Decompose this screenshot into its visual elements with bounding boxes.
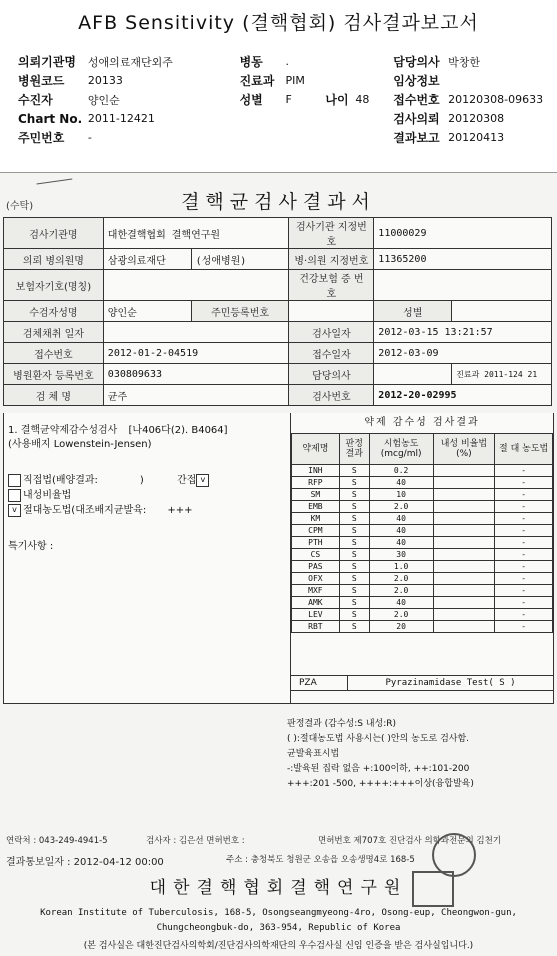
judgement-line: -:발육된 집락 없음 +:100이하, ++:101-200 <box>287 764 470 774</box>
drug-conc-cell: 40 <box>369 537 433 549</box>
table-row <box>292 489 553 501</box>
absolute-checkbox: v <box>8 504 21 517</box>
drug-result-cell: S <box>339 477 369 489</box>
institute-name: 대한결핵협회결핵연구원 <box>149 878 408 898</box>
ratio-checkbox <box>8 489 21 502</box>
drug-ratio-cell <box>433 525 495 537</box>
method-code: [나406다(2). B4064] <box>128 425 228 436</box>
drug-drug-cell: LEV <box>292 609 340 621</box>
drug-drug-cell: MXF <box>292 585 340 597</box>
method-title: 1. 결핵균약제감수성검사 <box>8 425 118 436</box>
table-row <box>292 597 553 609</box>
request-hospital-sub: (성애병원) <box>191 249 289 270</box>
dept-cell <box>452 364 552 385</box>
specimen-value: 균주 <box>103 385 289 406</box>
table-row <box>4 322 552 343</box>
hospital-reg-value: 030809633 <box>103 364 289 385</box>
info-label: 검사의뢰 <box>393 112 440 126</box>
drug-drug-cell: CPM <box>292 525 340 537</box>
drug-result-cell: S <box>339 609 369 621</box>
susceptibility-title: 약제 감수성 검사결과 <box>291 413 553 434</box>
drug-result-cell: S <box>339 561 369 573</box>
receipt-date-label: 접수일자 <box>289 343 374 364</box>
dept-label: 진료과 <box>456 369 480 379</box>
drug-result-cell: S <box>339 513 369 525</box>
info-label: 병동 <box>239 55 263 69</box>
drug-conc-cell: 2.0 <box>369 573 433 585</box>
consignment-badge: (수탁) <box>6 201 34 212</box>
info-label: 수진자 <box>18 93 53 107</box>
table-row <box>292 585 553 597</box>
address-en-line2: Chungcheongbuk-do, 363-954, Republic of Korea <box>156 923 401 933</box>
patient-name-label: 수검자성명 <box>4 301 104 322</box>
table-row <box>292 513 553 525</box>
drug-result-cell: S <box>339 597 369 609</box>
drug-result-cell: S <box>339 501 369 513</box>
table-row <box>4 249 552 270</box>
method-line <box>8 421 228 436</box>
result-section <box>3 413 554 704</box>
drug-absolute-cell: - <box>495 537 553 549</box>
drug-result-cell: S <box>339 489 369 501</box>
drug-absolute-cell: - <box>495 465 553 477</box>
info-label: 주민번호 <box>18 131 65 145</box>
drug-absolute-cell: - <box>495 549 553 561</box>
exam-no-label: 검사번호 <box>289 385 374 406</box>
examiner-text: 검사자 : 김은선 면허번호 : <box>146 836 245 846</box>
receipt-no-value: 2012-01-2-04519 <box>103 343 289 364</box>
drug-ratio-cell <box>433 573 495 585</box>
license-text: 면허번호 제707호 진단검사 의학과전문의 김천기 <box>318 836 502 846</box>
info-value: F <box>285 93 292 106</box>
table-row <box>4 385 552 406</box>
notice-date-text: 결과통보일자 : 2012-04-12 00:00 <box>6 857 164 868</box>
insurer-value <box>103 270 289 301</box>
pza-row <box>291 675 553 691</box>
exam-institution-value: 대한결핵협회 결핵연구원 <box>103 218 289 249</box>
drug-ratio-cell <box>433 477 495 489</box>
info-label: 결과보고 <box>393 131 440 145</box>
table-row <box>4 343 552 364</box>
susceptibility-table <box>291 433 553 633</box>
info-row <box>18 52 548 71</box>
info-row <box>18 71 548 90</box>
col-header: 절 대 농도법 <box>495 434 553 465</box>
rrn-label: 주민등록번호 <box>191 301 289 322</box>
table-row <box>4 301 552 322</box>
drug-drug-cell: PAS <box>292 561 340 573</box>
certification-text: (본 검사실은 대한진단검사의학회/진단검사의학재단의 우수검사실 신임 인증을 받은 검사실입니다.) <box>83 941 474 951</box>
drug-absolute-cell: - <box>495 621 553 633</box>
drug-drug-cell: INH <box>292 465 340 477</box>
report-title: 결핵균검사결과서 <box>181 191 376 213</box>
drug-ratio-cell <box>433 489 495 501</box>
info-label: 성별 <box>239 93 263 107</box>
drug-absolute-cell: - <box>495 477 553 489</box>
drug-drug-cell: CS <box>292 549 340 561</box>
drug-absolute-cell: - <box>495 489 553 501</box>
info-value: PIM <box>285 74 305 87</box>
judgement-line: 균발육표시법 <box>287 749 340 759</box>
pza-label: PZA <box>291 676 348 690</box>
info-value: - <box>87 131 92 144</box>
table-row <box>292 561 553 573</box>
table-row <box>292 525 553 537</box>
dept-value: 2011-124 21 <box>484 369 538 379</box>
drug-ratio-cell <box>433 513 495 525</box>
drug-absolute-cell: - <box>495 525 553 537</box>
drug-ratio-cell <box>433 609 495 621</box>
patient-name-value: 양인순 <box>103 301 191 322</box>
drug-ratio-cell <box>433 621 495 633</box>
table-row <box>292 621 553 633</box>
drug-drug-cell: AMK <box>292 597 340 609</box>
info-label: Chart No. <box>18 111 83 126</box>
info-label: 나이 <box>325 93 349 107</box>
info-value: 20120308-09633 <box>448 93 544 106</box>
direct-label: 직접법(배양결과: <box>23 475 98 486</box>
indirect-checkbox: v <box>196 474 209 487</box>
info-label: 진료과 <box>239 74 275 88</box>
table-row <box>292 573 553 585</box>
info-value: 20120413 <box>448 131 505 144</box>
drug-result-cell: S <box>339 549 369 561</box>
drug-result-cell: S <box>339 465 369 477</box>
address-ko-text: 주소 : 충청북도 청원군 오송읍 오송생명4로 168-5 <box>226 855 415 865</box>
contact-text: 연락처 : 043-249-4941-5 <box>6 836 108 846</box>
report-info-table <box>3 217 552 406</box>
info-value: 2011-12421 <box>87 112 155 125</box>
table-row <box>292 465 553 477</box>
drug-conc-cell: 40 <box>369 597 433 609</box>
drug-conc-cell: 10 <box>369 489 433 501</box>
clinic-designation-label: 병·의원 지정번호 <box>289 249 374 270</box>
table-row <box>292 549 553 561</box>
health-insurance-label: 건강보험 증 번 호 <box>289 270 374 301</box>
request-hospital-label: 의뢰 병의원명 <box>4 249 104 270</box>
table-header-row <box>292 434 553 465</box>
info-label: 병원코드 <box>18 74 65 88</box>
doctor-value <box>374 364 452 385</box>
judgement-line: +++:201 -500, ++++:+++이상(융합발육) <box>287 779 474 789</box>
drug-ratio-cell <box>433 465 495 477</box>
exam-designation-value: 11000029 <box>374 218 552 249</box>
receipt-date-value: 2012-03-09 <box>374 343 552 364</box>
absolute-label: 절대농도법(대조배지균발육: <box>23 505 147 516</box>
absolute-value: +++ <box>167 505 193 516</box>
drug-absolute-cell: - <box>495 609 553 621</box>
patient-info-panel <box>18 52 548 147</box>
exam-date-value: 2012-03-15 13:21:57 <box>374 322 552 343</box>
info-value: 48 <box>355 93 370 106</box>
drug-ratio-cell <box>433 597 495 609</box>
info-label: 담당의사 <box>393 55 440 69</box>
drug-absolute-cell: - <box>495 513 553 525</box>
susceptibility-pane <box>291 413 553 703</box>
insurer-label: 보험자기호(명칭) <box>4 270 104 301</box>
info-value: 20133 <box>87 74 123 87</box>
judgement-legend <box>287 717 552 792</box>
sex-value <box>452 301 552 322</box>
drug-drug-cell: OFX <box>292 573 340 585</box>
info-value: 박창한 <box>448 55 481 69</box>
drug-drug-cell: RBT <box>292 621 340 633</box>
drug-conc-cell: 2.0 <box>369 609 433 621</box>
sex-label: 성별 <box>374 301 452 322</box>
drug-drug-cell: PTH <box>292 537 340 549</box>
drug-conc-cell: 30 <box>369 549 433 561</box>
info-label: 임상정보 <box>393 74 440 88</box>
hospital-reg-label: 병원환자 등록번호 <box>4 364 104 385</box>
info-label: 의뢰기관명 <box>18 55 76 69</box>
drug-absolute-cell: - <box>495 573 553 585</box>
indirect-label: 간접 <box>176 475 197 486</box>
ratio-label: 내성비율법 <box>23 490 72 501</box>
judgement-line: 판정결과 (감수성:S 내성:R) <box>287 719 397 729</box>
doctor-label: 담당의사 <box>289 364 374 385</box>
drug-conc-cell: 2.0 <box>369 585 433 597</box>
drug-ratio-cell <box>433 501 495 513</box>
drug-conc-cell: 2.0 <box>369 501 433 513</box>
info-row <box>18 128 548 147</box>
drug-conc-cell: 40 <box>369 513 433 525</box>
direct-checkbox <box>8 474 21 487</box>
table-row <box>292 501 553 513</box>
drug-absolute-cell: - <box>495 597 553 609</box>
drug-conc-cell: 0.2 <box>369 465 433 477</box>
info-value: 성애의료재단외주 <box>87 55 173 69</box>
drug-ratio-cell <box>433 537 495 549</box>
drug-absolute-cell: - <box>495 561 553 573</box>
ratio-method-line <box>8 486 71 502</box>
report-header-title: AFB Sensitivity (결핵협회) 검사결과보고서 <box>78 12 479 34</box>
table-row <box>292 537 553 549</box>
official-seal-square <box>412 871 454 907</box>
drug-ratio-cell <box>433 549 495 561</box>
col-header: 시험농도 (mcg/ml) <box>369 434 433 465</box>
drug-conc-cell: 40 <box>369 525 433 537</box>
receipt-no-label: 접수번호 <box>4 343 104 364</box>
health-insurance-value <box>374 270 552 301</box>
table-row <box>292 477 553 489</box>
remarks-label: 특기사항 : <box>8 541 54 552</box>
drug-result-cell: S <box>339 537 369 549</box>
drug-conc-cell: 20 <box>369 621 433 633</box>
drug-drug-cell: EMB <box>292 501 340 513</box>
exam-no-value: 2012-20-02995 <box>374 385 552 406</box>
col-header: 내성 비율법(%) <box>433 434 495 465</box>
drug-conc-cell: 40 <box>369 477 433 489</box>
drug-result-cell: S <box>339 621 369 633</box>
address-en-line1: Korean Institute of Tuberculosis, 168-5, Osongseangmyeong-4ro, Osong-eup, Cheongwon-gun, <box>40 908 517 918</box>
drug-drug-cell: KM <box>292 513 340 525</box>
exam-date-label: 검사일자 <box>289 322 374 343</box>
table-row <box>4 270 552 301</box>
drug-conc-cell: 1.0 <box>369 561 433 573</box>
judgement-line: ( ):절대농도법 사용시는( )안의 농도로 검사함. <box>287 734 470 744</box>
col-header: 약제명 <box>292 434 340 465</box>
absolute-method-line <box>8 501 193 517</box>
drug-drug-cell: RFP <box>292 477 340 489</box>
table-row <box>4 218 552 249</box>
specimen-date-value <box>103 322 289 343</box>
specimen-label: 검 체 명 <box>4 385 104 406</box>
col-header: 판정 결과 <box>339 434 369 465</box>
info-row <box>18 109 548 128</box>
drug-ratio-cell <box>433 561 495 573</box>
info-row <box>18 90 548 109</box>
direct-method-line <box>8 471 211 487</box>
table-row <box>292 609 553 621</box>
clinic-designation-value: 11365200 <box>374 249 552 270</box>
request-hospital-value: 삼광의료재단 <box>103 249 191 270</box>
info-value: 양인순 <box>87 93 120 107</box>
drug-ratio-cell <box>433 585 495 597</box>
scanned-report <box>0 172 557 956</box>
drug-absolute-cell: - <box>495 585 553 597</box>
specimen-date-label: 검체채취 일자 <box>4 322 104 343</box>
medium-line: (사용배지 Lowenstein-Jensen) <box>8 439 152 450</box>
drug-result-cell: S <box>339 573 369 585</box>
method-pane <box>4 413 291 703</box>
pza-value: Pyrazinamidase Test( S ) <box>385 678 516 688</box>
rrn-value <box>289 301 374 322</box>
info-value: 20120308 <box>448 112 505 125</box>
drug-result-cell: S <box>339 525 369 537</box>
info-label: 접수번호 <box>393 93 440 107</box>
drug-drug-cell: SM <box>292 489 340 501</box>
drug-absolute-cell: - <box>495 501 553 513</box>
susceptibility-rows <box>292 465 553 633</box>
pen-mark <box>36 173 73 185</box>
exam-designation-label: 검사기관 지정번호 <box>289 218 374 249</box>
exam-institution-label: 검사기관명 <box>4 218 104 249</box>
table-row <box>4 364 552 385</box>
drug-result-cell: S <box>339 585 369 597</box>
info-value: . <box>285 55 289 68</box>
direct-close: ) <box>139 475 144 486</box>
